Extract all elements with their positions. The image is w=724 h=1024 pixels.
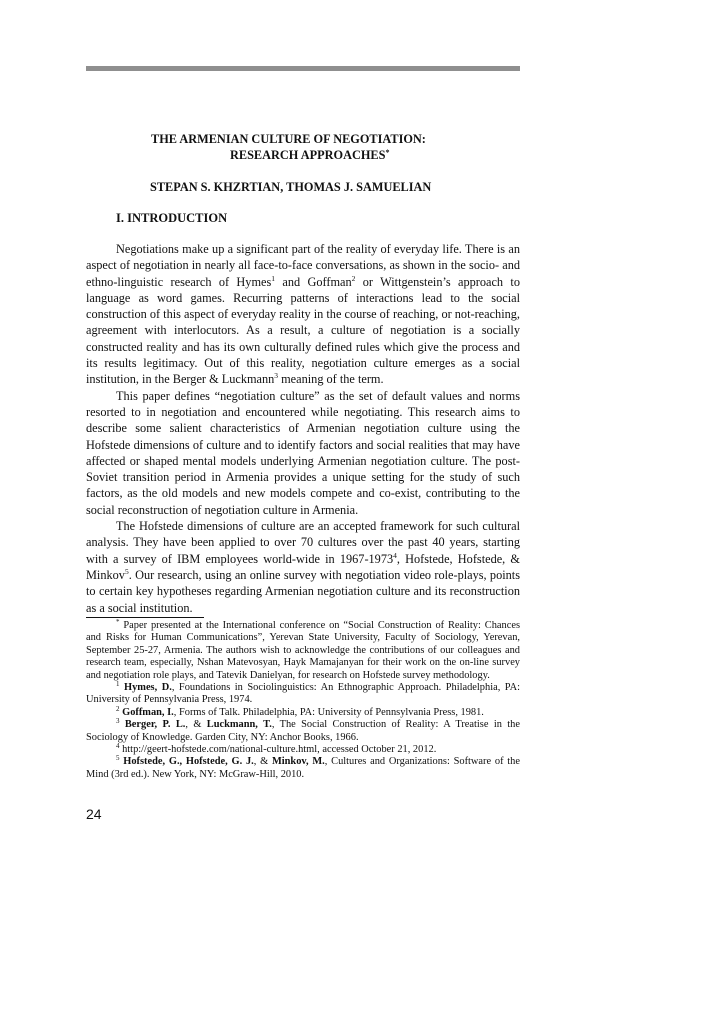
footnote-5-author-2: Minkov, M. bbox=[271, 756, 325, 768]
footnote-ref-2: 2 bbox=[351, 273, 356, 283]
footnote-5 bbox=[86, 756, 520, 781]
footnote-4 bbox=[86, 744, 520, 756]
footnote-3-mid: , & bbox=[185, 719, 207, 731]
footnote-3-author: Berger, P. L. bbox=[124, 719, 186, 731]
footnote-5-mid: , & bbox=[253, 756, 272, 768]
header-rule bbox=[86, 66, 520, 71]
footnote-2 bbox=[86, 704, 520, 719]
footnote-star-mark: * bbox=[116, 618, 120, 626]
footnote-1-text: , Foundations in Sociolinguistics: An Ethnographic Approach. Philadelphia, PA: University of Pennsylvania Press, 1974. bbox=[86, 682, 521, 706]
footnote-star bbox=[86, 620, 520, 682]
page-number: 24 bbox=[86, 806, 102, 822]
p1-text-a: Negotiations make up a significant part of the reality of everyday life. There is an aspect of negotiation in nearly all face-to-face conversations, as shown in the socio- and ethno-linguistic research of Hymes bbox=[86, 242, 520, 289]
paragraph-1 bbox=[86, 241, 520, 388]
footnote-5-text: , Cultures and Organizations: Software of the Mind (3rd ed.). New York, NY: McGraw-Hill, 2010. bbox=[86, 756, 520, 780]
title-line-2 bbox=[230, 147, 520, 163]
footnote-ref-1: 1 bbox=[271, 273, 276, 283]
footnote-star-text: Paper presented at the International conference on “Social Construction of Reality: Chances and Risks for Human Communications”, Yerevan State University, Faculty of Sociology, Yerevan, September 25-27, Armenia. The authors wish to acknowledge the contributions of our colleagues and research team, especially, Nshan Matevosyan, Hayk Mamajanyan for their work on the on-line survey and negotiation role plays, and Tatevik Danielyan, for research on Hofstede survey methodology. bbox=[86, 620, 520, 681]
footnote-3-author-2: Luckmann, T. bbox=[206, 719, 272, 731]
footnote-4-text: http://geert-hofstede.com/national-culture.html, accessed October 21, 2012. bbox=[119, 744, 437, 756]
footnotes bbox=[86, 620, 520, 781]
footnote-2-author: Goffman, I. bbox=[122, 706, 174, 718]
footnote-3-text: , The Social Construction of Reality: A Treatise in the Sociology of Knowledge. Garden City, NY: Anchor Books, 1966. bbox=[86, 719, 520, 743]
footnote-5-author: Hofstede, G., Hofstede, G. J. bbox=[123, 756, 254, 768]
footnote-ref-3: 3 bbox=[274, 371, 279, 381]
p1-text-c: or Wittgenstein’s approach to language as word games. Recurring patterns of interactions lead to the social construction of this aspect of everyday reality in the course of reaching, or not-reaching, agreement with interlocutors. As a result, a culture of negotiation is a socially constructed reality and has its own culturally defined rules which give the process and its results legitimacy. Out of this reality, negotiation culture emerges as a social institution, in the Berger & Luckmann bbox=[86, 274, 520, 387]
paragraph-3 bbox=[86, 518, 520, 616]
section-heading: I. INTRODUCTION bbox=[116, 211, 228, 225]
footnote-1-mark: 1 bbox=[116, 680, 120, 689]
author-line: STEPAN S. KHZRTIAN, THOMAS J. SAMUELIAN bbox=[150, 180, 432, 194]
title-line-2-text: RESEARCH APPROACHES bbox=[230, 148, 386, 162]
paper-title bbox=[86, 131, 520, 163]
footnote-1 bbox=[86, 682, 520, 707]
p1-text-b: and Goffman bbox=[275, 274, 352, 289]
footnote-separator bbox=[86, 617, 204, 618]
title-line-1: THE ARMENIAN CULTURE OF NEGOTIATION: bbox=[151, 132, 426, 146]
title-footnote-marker: * bbox=[385, 148, 390, 157]
p1-text-d: meaning of the term. bbox=[278, 372, 384, 387]
footnote-4-mark: 4 bbox=[116, 742, 120, 751]
footnote-5-mark: 5 bbox=[116, 754, 120, 763]
p3-text-b: , Hofstede, Hofstede, & Minkov bbox=[86, 551, 520, 582]
footnote-3-mark: 3 bbox=[116, 717, 120, 726]
footnote-ref-4: 4 bbox=[393, 550, 397, 560]
footnote-3 bbox=[86, 719, 520, 744]
footnote-ref-5: 5 bbox=[124, 566, 129, 576]
body-text bbox=[86, 241, 520, 616]
p3-text-a: The Hofstede dimensions of culture are an accepted framework for such cultural analysis. They have been applied to over 70 cultures over the past 40 years, starting with a survey of IBM employees world-wide in 1967-1973 bbox=[86, 519, 520, 566]
footnote-2-text: , Forms of Talk. Philadelphia, PA: University of Pennsylvania Press, 1981. bbox=[173, 706, 484, 718]
footnote-1-author: Hymes, D. bbox=[124, 682, 172, 694]
footnote-2-mark: 2 bbox=[116, 704, 120, 713]
p3-text-c: . Our research, using an online survey with negotiation video role-plays, points to certain key hypotheses regarding Armenian negotiation culture and its reconstruction as a social institution. bbox=[86, 567, 520, 615]
paragraph-2: This paper defines “negotiation culture” as the set of default values and norms resorted to in negotiation and encountered while negotiating. This research aims to describe some salient characteristics of Armenian negotiation culture using the Hofstede dimensions of culture and to identify factors and social realities that may have affected or shaped mental models underlying Armenian negotiation culture. The post-Soviet transition period in Armenia provides a unique setting for the study of such factors, as the old models and new models compete and co-exist, contributing to the social reconstruction of negotiation culture in Armenia. bbox=[86, 388, 520, 517]
